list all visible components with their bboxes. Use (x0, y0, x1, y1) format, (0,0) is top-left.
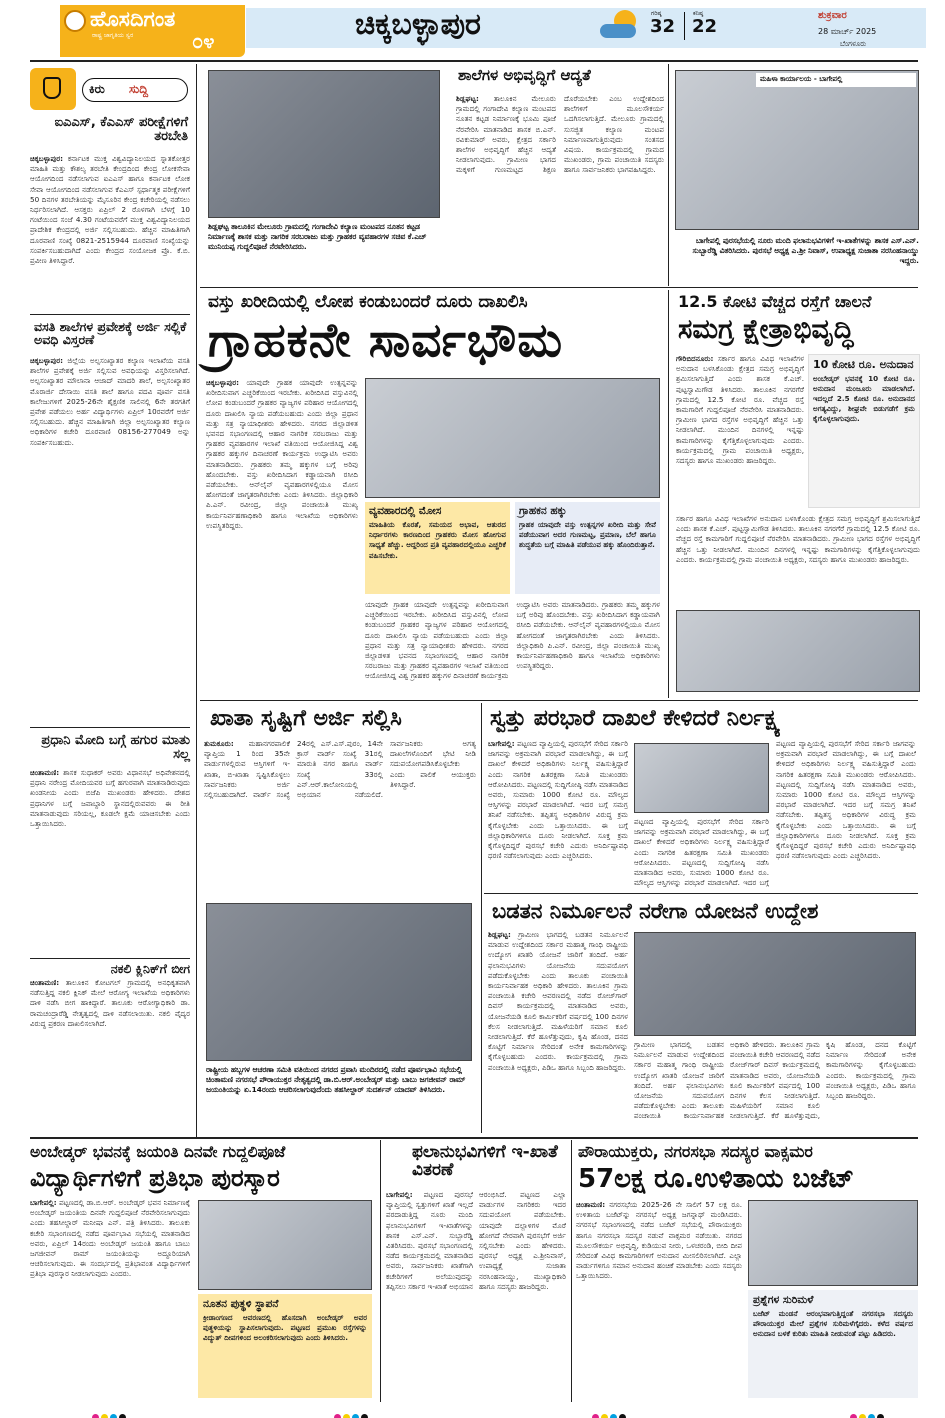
kiru-item-title: ಐಎಎಸ್, ಕೆಎಎಸ್ ಪರೀಕ್ಷೆಗಳಿಗೆ ತರಬೇತಿ (54, 115, 188, 144)
nrega-headline: ಬಡತನ ನಿರ್ಮೂಲನೆ ನರೇಗಾ ಯೋಜನೆ ಉದ್ದೇಶ (492, 899, 819, 923)
kiru-item-title: ನಕಲಿ ಕ್ಲಿನಿಕ್‌ಗೆ ಬೀಗ (110, 961, 190, 976)
consumer-photo (365, 378, 660, 498)
road-headline: ಸಮಗ್ರ ಕ್ಷೇತ್ರಾಭಿವೃದ್ಧಿ (678, 314, 854, 345)
bagepalli-photo-caption: ಬಾಗೇಪಲ್ಲಿ ಪುರಸಭೆಯಲ್ಲಿ ನೂರು ಮಂದಿ ಫಲಾನುಭವಿಗಳಿಗೆ ಇ-ಖಾತೆಗಳನ್ನು ಶಾಸಕ ಎಸ್.ಎನ್. ಸುಬ್ಬಾರೆಡ್ಡಿ ವಿತರಿಸಿದರು. ಪುರಸಭೆ ಅಧ್ಯಕ್ಷ ಎ.ಶ್ರೀ ನಿವಾಸ್, ಉಪಾಧ್ಯಕ್ಷ ಸುಜಾತಾ ನರಸಿಂಹನಾಯ್ಡು ಇದ್ದರು. (692, 236, 919, 265)
kiru-divider (30, 958, 190, 959)
kiru-item-body (30, 978, 190, 1128)
budget-headline: 57ಲಕ್ಷ ರೂ.ಉಳಿತಾಯ ಬಜೆಟ್ (578, 1164, 855, 1194)
box-title: ವ್ಯವಹಾರದಲ್ಲಿ ಮೋಸ (369, 505, 442, 517)
dateline: ಚಿಂತಾಮಣಿ: (30, 768, 60, 777)
school-story (452, 64, 664, 286)
property-body-cont (634, 817, 769, 889)
dateline: ಚಿಕ್ಕಬಳ್ಳಾಪುರ: (206, 378, 240, 387)
column-rule (481, 703, 482, 1133)
dateline: ಬಾಗೇಪಲ್ಲಿ: (488, 739, 515, 748)
kiru-divider (30, 314, 190, 315)
consumer-text: ಯಾವುದೇ ಗ್ರಾಹಕ ಯಾವುದೇ ಉತ್ಪನ್ನವನ್ನು ಖರೀದಿಸುವಾಗ ಎಚ್ಚರಿಕೆಯಿಂದ ಇರಬೇಕು. ಖರೀದಿಸಿದ ವಸ್ತುವಿನಲ್ಲಿ ಲೋಪ ಕಂಡುಬಂದರೆ ಗ್ರಾಹಕರ ವ್ಯಾಜ್ಯಗಳ ಪರಿಹಾರ ಆಯೋಗದಲ್ಲಿ ದೂರು ದಾಖಲಿಸಿ ನ್ಯಾಯ ಪಡೆಯಬಹುದು ಎಂದು ಜಿಲ್ಲಾ ಪ್ರಧಾನ ಮತ್ತು ಸತ್ರ ನ್ಯಾಯಾಧೀಶರು ಹೇಳಿದರು. ನಗರದ ಜಿಲ್ಲಾಡಳಿತ ಭವನದ ಸಭಾಂಗಣದಲ್ಲಿ ಆಹಾರ ನಾಗರಿಕ ಸರಬರಾಜು ಮತ್ತು ಗ್ರಾಹಕರ ವ್ಯವಹಾರಗಳ ಇಲಾಖೆ ವತಿಯಿಂದ ಆಯೋಜಿಸಿದ್ದ ವಿಶ್ವ ಗ್ರಾಹಕರ ಹಕ್ಕುಗಳ ದಿನಾಚರಣೆ ಕಾರ್ಯಕ್ರಮ ಉದ್ಘಾಟಿಸಿ ಅವರು ಮಾತನಾಡಿದರು. ಗ್ರಾಹಕರು ತಮ್ಮ ಹಕ್ಕುಗಳ ಬಗ್ಗೆ ಅರಿವು ಹೊಂದಬೇಕು. ವಸ್ತು ಖರೀದಿಸಿದಾಗ ಕಡ್ಡಾಯವಾಗಿ ರಸೀದಿ ಪಡೆಯಬೇಕು. ಆನ್‌ಲೈನ್ ವ್ಯವಹಾರಗಳಲ್ಲಿಯೂ ಮೋಸ ಹೋಗದಂತೆ ಜಾಗೃತರಾಗಿರಬೇಕು ಎಂದು ತಿಳಿಸಿದರು. ಜಿಲ್ಲಾಧಿಕಾರಿ ಪಿ.ಎನ್. ರವೀಂದ್ರ, ಜಿಲ್ಲಾ ಪಂಚಾಯಿತಿ ಮುಖ್ಯ ಕಾರ್ಯನಿರ್ವಹಣಾಧಿಕಾರಿ ಹಾಗೂ ಇಲಾಖೆಯ ಅಧಿಕಾರಿಗಳು ಉಪಸ್ಥಿತರಿದ್ದರು. (206, 378, 358, 530)
ambedkar-text: ಪಟ್ಟಣದಲ್ಲಿ ಡಾ.ಬಿ.ಆರ್. ಅಂಬೇಡ್ಕರ್ ಭವನ ನಿರ್ಮಾಣಕ್ಕೆ ಅಂಬೇಡ್ಕರ್ ಜಯಂತಿಯ ದಿನವೇ ಗುದ್ದಲಿಪೂಜೆ ನೆರವೇರಿಸಲಾಗುವುದು ಎಂದು ತಹಸೀಲ್ದಾರ್ ಮನೀಷಾ ಎನ್. ಪತ್ರಿ ತಿಳಿಸಿದರು. ತಾಲೂಕು ಕಚೇರಿ ಸಭಾಂಗಣದಲ್ಲಿ ನಡೆದ ಪೂರ್ವಭಾವಿ ಸಭೆಯಲ್ಲಿ ಮಾತನಾಡಿದ ಅವರು, ಏಪ್ರಿಲ್ 14ರಂದು ಅಂಬೇಡ್ಕರ್ ಜಯಂತಿ ಹಾಗೂ ಬಾಬು ಜಗಜೀವನ್ ರಾಮ್ ಜಯಂತಿಯನ್ನು ಅದ್ಧೂರಿಯಾಗಿ ಆಚರಿಸಲಾಗುವುದು. ಈ ಸಂದರ್ಭದಲ್ಲಿ ಪ್ರತಿಭಾವಂತ ವಿದ್ಯಾರ್ಥಿಗಳಿಗೆ ಪ್ರತಿಭಾ ಪುರಸ್ಕಾರ ನೀಡಲಾಗುವುದು ಎಂದರು. (30, 1198, 190, 1279)
school-body (456, 94, 664, 284)
property-text: ಪಟ್ಟಣದ ವ್ಯಾಪ್ತಿಯಲ್ಲಿ ಪುರಸಭೆಗೆ ಸೇರಿದ ಸರ್ಕಾರಿ ಜಾಗವನ್ನು ಅಕ್ರಮವಾಗಿ ಪರಭಾರೆ ಮಾಡಲಾಗಿದ್ದು, ಈ ಬಗ್ಗೆ ದಾಖಲೆ ಕೇಳಿದರೆ ಅಧಿಕಾರಿಗಳು ನಿರ್ಲಕ್ಷ್ಯ ವಹಿಸುತ್ತಿದ್ದಾರೆ ಎಂದು ನಾಗರಿಕ ಹಿತರಕ್ಷಣಾ ಸಮಿತಿ ಮುಖಂಡರು ಆರೋಪಿಸಿದರು. ಪಟ್ಟಣದಲ್ಲಿ ಸುದ್ದಿಗೋಷ್ಠಿ ನಡೆಸಿ ಮಾತನಾಡಿದ ಅವರು, ಸುಮಾರು 1000 ಕೋಟಿ ರೂ. ಮೌಲ್ಯದ ಆಸ್ತಿಗಳನ್ನು ಪರಭಾರೆ ಮಾಡಲಾಗಿದೆ. ಇದರ ಬಗ್ಗೆ ಸಮಗ್ರ ತನಿಖೆ ನಡೆಸಬೇಕು. ತಪ್ಪಿತಸ್ಥ ಅಧಿಕಾರಿಗಳ ವಿರುದ್ಧ ಕ್ರಮ ಕೈಗೊಳ್ಳಬೇಕು ಎಂದು ಒತ್ತಾಯಿಸಿದರು. ಈ ಬಗ್ಗೆ ಜಿಲ್ಲಾಧಿಕಾರಿಗಳಿಗೂ ದೂರು ನೀಡಲಾಗಿದೆ. ಸೂಕ್ತ ಕ್ರಮ ಕೈಗೊಳ್ಳದಿದ್ದರೆ ಪುರಸಭೆ ಕಚೇರಿ ಎದುರು ಅನಿರ್ದಿಷ್ಟಾವಧಿ ಧರಣಿ ನಡೆಸಲಾಗುವುದು ಎಂದು ಎಚ್ಚರಿಸಿದರು. (776, 739, 916, 861)
brand-block (60, 5, 245, 57)
ambedkar-photo (198, 1200, 372, 1290)
hand-icon (30, 68, 76, 110)
kiru-label-a: ಕಿರು (89, 82, 105, 96)
consumer-box-fraud (365, 502, 510, 594)
consumer-headline: ಗ್ರಾಹಕನೇ ಸಾರ್ವಭೌಮ (208, 313, 564, 368)
edition-name: ಬೆಂಗಳೂರು (840, 40, 867, 48)
lamp-logo-icon (64, 10, 86, 32)
consumer-box-rights (515, 502, 660, 594)
property-text: ಪಟ್ಟಣದ ವ್ಯಾಪ್ತಿಯಲ್ಲಿ ಪುರಸಭೆಗೆ ಸೇರಿದ ಸರ್ಕಾರಿ ಜಾಗವನ್ನು ಅಕ್ರಮವಾಗಿ ಪರಭಾರೆ ಮಾಡಲಾಗಿದ್ದು, ಈ ಬಗ್ಗೆ ದಾಖಲೆ ಕೇಳಿದರೆ ಅಧಿಕಾರಿಗಳು ನಿರ್ಲಕ್ಷ್ಯ ವಹಿಸುತ್ತಿದ್ದಾರೆ ಎಂದು ನಾಗರಿಕ ಹಿತರಕ್ಷಣಾ ಸಮಿತಿ ಮುಖಂಡರು ಆರೋಪಿಸಿದರು. ಪಟ್ಟಣದಲ್ಲಿ ಸುದ್ದಿಗೋಷ್ಠಿ ನಡೆಸಿ ಮಾತನಾಡಿದ ಅವರು, ಸುಮಾರು 1000 ಕೋಟಿ ರೂ. ಮೌಲ್ಯದ ಆಸ್ತಿಗಳನ್ನು ಪರಭಾರೆ ಮಾಡಲಾಗಿದೆ. ಇದರ ಬಗ್ಗೆ ಸಮಗ್ರ ತನಿಖೆ ನಡೆಸಬೇಕು. ತಪ್ಪಿತಸ್ಥ ಅಧಿಕಾರಿಗಳ ವಿರುದ್ಧ ಕ್ರಮ ಕೈಗೊಳ್ಳಬೇಕು ಎಂದು ಒತ್ತಾಯಿಸಿದರು. ಈ ಬಗ್ಗೆ ಜಿಲ್ಲಾಧಿಕಾರಿಗಳಿಗೂ ದೂರು ನೀಡಲಾಗಿದೆ. ಸೂಕ್ತ ಕ್ರಮ ಕೈಗೊಳ್ಳದಿದ್ದರೆ ಪುರಸಭೆ ಕಚೇರಿ ಎದುರು ಅನಿರ್ದಿಷ್ಟಾವಧಿ ಧರಣಿ ನಡೆಸಲಾಗುವುದು ಎಂದು ಎಚ್ಚರಿಸಿದರು. (488, 739, 628, 861)
city-title: ಚಿಕ್ಕಬಳ್ಳಾಪುರ (355, 7, 481, 42)
min-temp-label: ಕನಿಷ್ಠ (693, 10, 704, 17)
box-title: 10 ಕೋಟಿ ರೂ. ಅನುದಾನ (813, 358, 914, 371)
budget-photo (748, 1200, 918, 1286)
kiru-label-b: ಸುದ್ದಿ (129, 82, 149, 96)
dateline: ಬಾಗೇಪಲ್ಲಿ: (30, 1198, 57, 1207)
questions-box (748, 1290, 918, 1398)
box-text: ಅಂಬೇಡ್ಕರ್ ಭವನಕ್ಕೆ 10 ಕೋಟಿ ರೂ. ಅನುದಾನ ಮಂಜೂರು ಮಾಡಲಾಗಿದೆ. ಇದಲ್ಲದೆ 2.5 ಕೋಟಿ ರೂ. ಅನುದಾನದ ಅಗತ್ಯವಿದ್ದು, ಶೀಘ್ರವೇ ಬಿಡುಗಡೆಗೆ ಕ್ರಮ ಕೈಗೊಳ್ಳಲಾಗುವುದು. (813, 373, 915, 424)
meeting-photo-caption: ರಾಷ್ಟ್ರೀಯ ಹಬ್ಬಗಳ ಆಚರಣಾ ಸಮಿತಿ ವತಿಯಿಂದ ನಗರದ ಪ್ರವಾಸಿ ಮಂದಿರದಲ್ಲಿ ನಡೆದ ಪೂರ್ವಭಾವಿ ಸಭೆಯಲ್ಲಿ ಚಿಂತಾಮಣಿ ನಗರಸಭೆ ಪೌರಾಯುಕ್ತರ ನೇತೃತ್ವದಲ್ಲಿ ಡಾ.ಬಿ.ಆರ್.ಅಂಬೇಡ್ಕರ್ ಮತ್ತು ಬಾಬು ಜಗಜೀವನ್ ರಾಮ್ ಜಯಂತಿಯನ್ನು ಏ.14ರಂದು ಆಚರಿಸಲಾಗುವುದೆಂದು ತಹಸೀಲ್ದಾರ್ ಸುದರ್ಶನ್ ಯಾದವ್ ತಿಳಿಸಿದರು. (206, 1065, 466, 1094)
box-text: ಕ್ರೀಡಾಂಗಣದ ಆವರಣದಲ್ಲಿ ಹೊಸದಾಗಿ ಅಂಬೇಡ್ಕರ್ ಅವರ ಪುತ್ಥಳಿಯನ್ನು ಸ್ಥಾಪಿಸಲಾಗುವುದು. ಪಟ್ಟಣದ ಪ್ರಮುಖ ರಸ್ತೆಗಳನ್ನು ವಿದ್ಯುತ್ ದೀಪಗಳಿಂದ ಅಲಂಕರಿಸಲಾಗುವುದು ಎಂದು ತಿಳಿಸಿದರು. (203, 1313, 367, 1343)
ekhata-text: ಪಟ್ಟಣದ ಪುರಸಭೆ ವ್ಯಾಪ್ತಿಯಲ್ಲಿ ಸ್ವತ್ತುಗಳಿಗೆ ಖಾತೆ ಇಲ್ಲದೆ ಪರದಾಡುತ್ತಿದ್ದ ನೂರು ಮಂದಿ ಫಲಾನುಭವಿಗಳಿಗೆ ಇ-ಖಾತೆಗಳನ್ನು ಶಾಸಕ ಎಸ್.ಎನ್. ಸುಬ್ಬಾರೆಡ್ಡಿ ವಿತರಿಸಿದರು. ಪುರಸಭೆ ಸಭಾಂಗಣದಲ್ಲಿ ನಡೆದ ಕಾರ್ಯಕ್ರಮದಲ್ಲಿ ಮಾತನಾಡಿದ ಅವರು, ಸಾರ್ವಜನಿಕರು ಖಾತೆಗಾಗಿ ಕಚೇರಿಗಳಿಗೆ ಅಲೆಯುವುದನ್ನು ತಪ್ಪಿಸಲು ಸರ್ಕಾರ ಇ-ಖಾತೆ ಅಭಿಯಾನ ಆರಂಭಿಸಿದೆ. ಪಟ್ಟಣದ ಎಲ್ಲಾ ವಾರ್ಡುಗಳ ನಾಗರಿಕರು ಇದರ ಸದುಪಯೋಗ ಪಡೆಯಬೇಕು. ಯಾವುದೇ ದಲ್ಲಾಳಿಗಳ ಮೊರೆ ಹೋಗದೆ ನೇರವಾಗಿ ಪುರಸಭೆಗೆ ಅರ್ಜಿ ಸಲ್ಲಿಸಬೇಕು ಎಂದು ಹೇಳಿದರು. ಪುರಸಭೆ ಅಧ್ಯಕ್ಷ ಎ.ಶ್ರೀನಿವಾಸ್, ಉಪಾಧ್ಯಕ್ಷೆ ಸುಜಾತಾ ನರಸಿಂಹನಾಯ್ಡು, ಮುಖ್ಯಾಧಿಕಾರಿ ಹಾಗೂ ಸದಸ್ಯರು ಹಾಜರಿದ್ದರು. (386, 1190, 566, 1291)
nrega-photo (634, 932, 916, 1036)
khata-text: ಮಹಾನಗರಪಾಲಿಕೆ ವ್ಯಾಪ್ತಿಯ 1 ರಿಂದ 35ನೇ ವಾರ್ಡುಗಳಲ್ಲಿರುವ ಆಸ್ತಿಗಳಿಗೆ ಇ-ಖಾತಾ, ಬಿ-ಖಾತಾ ಸೃಷ್ಟಿಸಿಕೊಳ್ಳಲು ಸಾರ್ವಜನಿಕರು ಅರ್ಜಿ ಸಲ್ಲಿಸಬಹುದಾಗಿದೆ. ವಾರ್ಡ್ ಸಂಖ್ಯೆ 24ರಲ್ಲಿ ಎಸ್.ಎಸ್.ಪುರಂ, 14ನೇ ಕ್ರಾಸ್ ವಾರ್ಡ್ ಸಂಖ್ಯೆ 31ರಲ್ಲಿ ಮಾರುತಿ ನಗರ ಹಾಗೂ ವಾರ್ಡ್ ಸಂಖ್ಯೆ 33ರಲ್ಲಿ ಎನ್.ಆರ್.ಕಾಲೋನಿಯಲ್ಲಿ ಅಭಿಯಾನ ನಡೆಯಲಿದೆ. ಸಾರ್ವಜನಿಕರು ಅಗತ್ಯ ದಾಖಲೆಗಳೊಂದಿಗೆ ಭೇಟಿ ನೀಡಿ ಸದುಪಯೋಗಪಡಿಸಿಕೊಳ್ಳಬೇಕು ಎಂದು ಪಾಲಿಕೆ ಆಯುಕ್ತರು ತಿಳಿಸಿದ್ದಾರೆ. (204, 739, 476, 800)
masthead-rule (30, 60, 918, 62)
property-text: ಪಟ್ಟಣದ ವ್ಯಾಪ್ತಿಯಲ್ಲಿ ಪುರಸಭೆಗೆ ಸೇರಿದ ಸರ್ಕಾರಿ ಜಾಗವನ್ನು ಅಕ್ರಮವಾಗಿ ಪರಭಾರೆ ಮಾಡಲಾಗಿದ್ದು, ಈ ಬಗ್ಗೆ ದಾಖಲೆ ಕೇಳಿದರೆ ಅಧಿಕಾರಿಗಳು ನಿರ್ಲಕ್ಷ್ಯ ವಹಿಸುತ್ತಿದ್ದಾರೆ ಎಂದು ನಾಗರಿಕ ಹಿತರಕ್ಷಣಾ ಸಮಿತಿ ಮುಖಂಡರು ಆರೋಪಿಸಿದರು. ಪಟ್ಟಣದಲ್ಲಿ ಸುದ್ದಿಗೋಷ್ಠಿ ನಡೆಸಿ ಮಾತನಾಡಿದ ಅವರು, ಸುಮಾರು 1000 ಕೋಟಿ ರೂ. ಮೌಲ್ಯದ ಆಸ್ತಿಗಳನ್ನು ಪರಭಾರೆ ಮಾಡಲಾಗಿದೆ. ಇದರ ಬಗ್ಗೆ (634, 817, 769, 888)
road-body (676, 354, 804, 510)
registration-marks (92, 1406, 128, 1418)
ambedkar-headline: ವಿದ್ಯಾರ್ಥಿಗಳಿಗೆ ಪ್ರತಿಭಾ ಪುರಸ್ಕಾರ (30, 1164, 280, 1192)
issue-date: 28 ಮಾರ್ಚ್ 2025 (818, 27, 877, 36)
kiru-badge (82, 78, 188, 102)
row-rule (200, 700, 918, 701)
min-temp: 22 (692, 16, 718, 37)
consumer-body (206, 378, 358, 690)
kiru-item-text: ತಾಲೂಕಿನ ಕೋಟಗಲ್ ಗ್ರಾಮದಲ್ಲಿ ಅನಧಿಕೃತವಾಗಿ ನಡೆಸುತ್ತಿದ್ದ ನಕಲಿ ಕ್ಲಿನಿಕ್ ಮೇಲೆ ಆರೋಗ್ಯ ಇಲಾಖೆಯ ಅಧಿಕಾರಿಗಳು ದಾಳಿ ನಡೆಸಿ ಬೀಗ ಹಾಕಿದ್ದಾರೆ. ತಾಲೂಕು ಆರೋಗ್ಯಾಧಿಕಾರಿ ಡಾ. ರಾಮಚಂದ್ರಾರೆಡ್ಡಿ ನೇತೃತ್ವದಲ್ಲಿ ದಾಳಿ ನಡೆಸಲಾಯಿತು. ನಕಲಿ ವೈದ್ಯರ ವಿರುದ್ಧ ಪ್ರಕರಣ ದಾಖಲಿಸಲಾಗಿದೆ. (30, 978, 190, 1028)
property-body (488, 739, 628, 889)
box-text: ಗ್ರಾಹಕ ಯಾವುದೇ ವಸ್ತು ಉತ್ಪನ್ನಗಳ ಖರೀದಿ ಮತ್ತು ಸೇವೆ ಪಡೆಯುವಾಗ ಅದರ ಗುಣಮಟ್ಟ, ಪ್ರಮಾಣ, ಬೆಲೆ ಹಾಗೂ ಶುದ್ಧತೆಯ ಬಗ್ಗೆ ಮಾಹಿತಿ ಪಡೆಯುವ ಹಕ್ಕು ಹೊಂದಿರುತ್ತಾನೆ. (519, 520, 656, 550)
road-photo (676, 610, 920, 692)
registration-marks (592, 1406, 628, 1418)
page-number: ೦೪ (192, 29, 215, 53)
registration-marks (334, 1406, 370, 1418)
nrega-text: ಗ್ರಾಮೀಣ ಭಾಗದಲ್ಲಿ ಬಡತನ ನಿರ್ಮೂಲನೆ ಮಾಡುವ ಉದ್ದೇಶದಿಂದ ಸರ್ಕಾರ ಮಹಾತ್ಮ ಗಾಂಧಿ ರಾಷ್ಟ್ರೀಯ ಉದ್ಯೋಗ ಖಾತರಿ ಯೋಜನೆ ಜಾರಿಗೆ ತಂದಿದೆ. ಅರ್ಹ ಫಲಾನುಭವಿಗಳು ಯೋಜನೆಯ ಸದುಪಯೋಗ ಪಡೆದುಕೊಳ್ಳಬೇಕು ಎಂದು ತಾಲೂಕು ಪಂಚಾಯಿತಿ ಕಾರ್ಯನಿರ್ವಾಹಕ ಅಧಿಕಾರಿ ಹೇಳಿದರು. ತಾಲೂಕಿನ ಗ್ರಾಮ ಪಂಚಾಯಿತಿ ಕಚೇರಿ ಆವರಣದಲ್ಲಿ ನಡೆದ ರೋಜ್‌ಗಾರ್ ದಿವಸ್ ಕಾರ್ಯಕ್ರಮದಲ್ಲಿ ಮಾತನಾಡಿದ ಅವರು, ಯೋಜನೆಯಡಿ ಕೂಲಿ ಕಾರ್ಮಿಕರಿಗೆ ವರ್ಷದಲ್ಲಿ 100 ದಿನಗಳ ಕೆಲಸ ನೀಡಲಾಗುತ್ತಿದೆ. ಮಹಿಳೆಯರಿಗೆ ಸಮಾನ ಕೂಲಿ ನೀಡಲಾಗುತ್ತಿದೆ. ಕೆರೆ ಹೂಳೆತ್ತುವುದು, ಕೃಷಿ ಹೊಂಡ, ದನದ ಕೊಟ್ಟಿಗೆ ನಿರ್ಮಾಣ ಸೇರಿದಂತೆ ಅನೇಕ ಕಾಮಗಾರಿಗಳನ್ನು ಕೈಗೊಳ್ಳಬಹುದು ಎಂದರು. ಕಾರ್ಯಕ್ರಮದಲ್ಲಿ ಗ್ರಾಮ ಪಂಚಾಯಿತಿ ಅಧ್ಯಕ್ಷರು, ಪಿಡಿಒ ಹಾಗೂ ಸಿಬ್ಬಂದಿ ಹಾಜರಿದ್ದರು. (634, 1040, 916, 1121)
registration-marks (850, 1406, 886, 1418)
temp-divider (684, 12, 685, 40)
property-story (484, 703, 922, 891)
road-kicker: 12.5 ಕೋಟಿ ವೆಚ್ಚದ ರಸ್ತೆಗೆ ಚಾಲನೆ (678, 292, 872, 311)
office-sign: ಮಹಿಳಾ ಕಾರ್ಯಾಲಯ - ಬಾಗೇಪಲ್ಲಿ (756, 73, 916, 87)
kiru-item-body (30, 768, 190, 958)
ekhata-body (386, 1190, 566, 1398)
road-text: ಸರ್ಕಾರ ಹಾಗೂ ವಿವಿಧ ಇಲಾಖೆಗಳ ಅನುದಾನ ಬಳಸಿಕೊಂಡು ಕ್ಷೇತ್ರದ ಸಮಗ್ರ ಅಭಿವೃದ್ಧಿಗೆ ಶ್ರಮಿಸಲಾಗುತ್ತಿದೆ ಎಂದು ಶಾಸಕ ಕೆ.ಎಚ್. ಪುಟ್ಟಸ್ವಾಮಿಗೌಡ ತಿಳಿಸಿದರು. ತಾಲೂಕಿನ ನಗರಗೆರೆ ಗ್ರಾಮದಲ್ಲಿ 12.5 ಕೋಟಿ ರೂ. ವೆಚ್ಚದ ರಸ್ತೆ ಕಾಮಗಾರಿಗೆ ಗುದ್ದಲಿಪೂಜೆ ನೆರವೇರಿಸಿ ಮಾತನಾಡಿದರು. ಗ್ರಾಮೀಣ ಭಾಗದ ರಸ್ತೆಗಳ ಅಭಿವೃದ್ಧಿಗೆ ಹೆಚ್ಚಿನ ಒತ್ತು ನೀಡಲಾಗಿದೆ. ಮುಂದಿನ ದಿನಗಳಲ್ಲಿ ಇನ್ನಷ್ಟು ಕಾಮಗಾರಿಗಳನ್ನು ಕೈಗೆತ್ತಿಕೊಳ್ಳಲಾಗುವುದು ಎಂದರು. ಕಾರ್ಯಕ್ರಮದಲ್ಲಿ ಗ್ರಾಮ ಪಂಚಾಯಿತಿ ಅಧ್ಯಕ್ಷರು, ಸದಸ್ಯರು ಹಾಗೂ ಮುಖಂಡರು ಹಾಜರಿದ್ದರು. (676, 354, 804, 466)
box-text: ಬಜೆಟ್ ಮಂಡನೆ ಆರಂಭವಾಗುತ್ತಿದ್ದಂತೆ ನಗರಸಭಾ ಸದಸ್ಯರು ಪೌರಾಯುಕ್ತರ ಮೇಲೆ ಪ್ರಶ್ನೆಗಳ ಸುರಿಮಳೆಗೈದರು. ಕಳೆದ ವರ್ಷದ ಅನುದಾನ ಬಳಕೆ ಕುರಿತು ಮಾಹಿತಿ ನೀಡುವಂತೆ ಪಟ್ಟು ಹಿಡಿದರು. (753, 1309, 913, 1339)
masthead (0, 0, 945, 60)
road-grant-box (808, 354, 920, 508)
school-photo (208, 70, 440, 218)
road-text: ಸರ್ಕಾರ ಹಾಗೂ ವಿವಿಧ ಇಲಾಖೆಗಳ ಅನುದಾನ ಬಳಸಿಕೊಂಡು ಕ್ಷೇತ್ರದ ಸಮಗ್ರ ಅಭಿವೃದ್ಧಿಗೆ ಶ್ರಮಿಸಲಾಗುತ್ತಿದೆ ಎಂದು ಶಾಸಕ ಕೆ.ಎಚ್. ಪುಟ್ಟಸ್ವಾಮಿಗೌಡ ತಿಳಿಸಿದರು. ತಾಲೂಕಿನ ನಗರಗೆರೆ ಗ್ರಾಮದಲ್ಲಿ 12.5 ಕೋಟಿ ರೂ. ವೆಚ್ಚದ ರಸ್ತೆ ಕಾಮಗಾರಿಗೆ ಗುದ್ದಲಿಪೂಜೆ ನೆರವೇರಿಸಿ ಮಾತನಾಡಿದರು. ಗ್ರಾಮೀಣ ಭಾಗದ ರಸ್ತೆಗಳ ಅಭಿವೃದ್ಧಿಗೆ ಹೆಚ್ಚಿನ ಒತ್ತು ನೀಡಲಾಗಿದೆ. ಮುಂದಿನ ದಿನಗಳಲ್ಲಿ ಇನ್ನಷ್ಟು ಕಾಮಗಾರಿಗಳನ್ನು ಕೈಗೆತ್ತಿಕೊಳ್ಳಲಾಗುವುದು ಎಂದರು. ಕಾರ್ಯಕ್ರಮದಲ್ಲಿ ಗ್ರಾಮ ಪಂಚಾಯಿತಿ ಅಧ್ಯಕ್ಷರು, ಸದಸ್ಯರು ಹಾಗೂ ಮುಖಂಡರು ಹಾಜರಿದ್ದರು. (676, 514, 920, 564)
column-rule (380, 1140, 381, 1402)
nrega-text: ಗ್ರಾಮೀಣ ಭಾಗದಲ್ಲಿ ಬಡತನ ನಿರ್ಮೂಲನೆ ಮಾಡುವ ಉದ್ದೇಶದಿಂದ ಸರ್ಕಾರ ಮಹಾತ್ಮ ಗಾಂಧಿ ರಾಷ್ಟ್ರೀಯ ಉದ್ಯೋಗ ಖಾತರಿ ಯೋಜನೆ ಜಾರಿಗೆ ತಂದಿದೆ. ಅರ್ಹ ಫಲಾನುಭವಿಗಳು ಯೋಜನೆಯ ಸದುಪಯೋಗ ಪಡೆದುಕೊಳ್ಳಬೇಕು ಎಂದು ತಾಲೂಕು ಪಂಚಾಯಿತಿ ಕಾರ್ಯನಿರ್ವಾಹಕ ಅಧಿಕಾರಿ ಹೇಳಿದರು. ತಾಲೂಕಿನ ಗ್ರಾಮ ಪಂಚಾಯಿತಿ ಕಚೇರಿ ಆವರಣದಲ್ಲಿ ನಡೆದ ರೋಜ್‌ಗಾರ್ ದಿವಸ್ ಕಾರ್ಯಕ್ರಮದಲ್ಲಿ ಮಾತನಾಡಿದ ಅವರು, ಯೋಜನೆಯಡಿ ಕೂಲಿ ಕಾರ್ಮಿಕರಿಗೆ ವರ್ಷದಲ್ಲಿ 100 ದಿನಗಳ ಕೆಲಸ ನೀಡಲಾಗುತ್ತಿದೆ. ಮಹಿಳೆಯರಿಗೆ ಸಮಾನ ಕೂಲಿ ನೀಡಲಾಗುತ್ತಿದೆ. ಕೆರೆ ಹೂಳೆತ್ತುವುದು, ಕೃಷಿ ಹೊಂಡ, ದನದ ಕೊಟ್ಟಿಗೆ ನಿರ್ಮಾಣ ಸೇರಿದಂತೆ ಅನೇಕ ಕಾಮಗಾರಿಗಳನ್ನು ಕೈಗೊಳ್ಳಬಹುದು ಎಂದರು. ಕಾರ್ಯಕ್ರಮದಲ್ಲಿ ಗ್ರಾಮ ಪಂಚಾಯಿತಿ ಅಧ್ಯಕ್ಷರು, ಪಿಡಿಒ ಹಾಗೂ ಸಿಬ್ಬಂದಿ ಹಾಜರಿದ್ದರು. (488, 930, 628, 1072)
dateline: ತುಮಕೂರು: (204, 739, 234, 748)
column-rule (668, 290, 669, 698)
row-rule (484, 893, 918, 894)
dateline: ಬಾಗೇಪಲ್ಲಿ: (386, 1190, 413, 1199)
weekday: ಶುಕ್ರವಾರ (818, 10, 847, 21)
max-temp-label: ಗರಿಷ್ಠ (651, 10, 662, 17)
column-rule (196, 64, 197, 1139)
nrega-story (484, 896, 922, 1134)
dateline: ಚಿಂತಾಮಣಿ: (576, 1200, 606, 1209)
column-rule (668, 64, 669, 286)
road-story (672, 290, 922, 698)
khata-headline: ಖಾತಾ ಸೃಷ್ಟಿಗೆ ಅರ್ಜಿ ಸಲ್ಲಿಸಿ (210, 706, 402, 731)
consumer-body-cont (365, 600, 660, 694)
budget-text: ನಗರಸಭೆಯ 2025-26 ನೇ ಸಾಲಿಗೆ 57 ಲಕ್ಷ ರೂ. ಉಳಿತಾಯ ಬಜೆಟ್‌ನ್ನು ನಗರಸಭೆ ಅಧ್ಯಕ್ಷ ಜಗನ್ನಾಥ್ ಮಂಡಿಸಿದರು. ನಗರಸಭೆ ಸಭಾಂಗಣದಲ್ಲಿ ನಡೆದ ಬಜೆಟ್ ಸಭೆಯಲ್ಲಿ ಪೌರಾಯುಕ್ತರು ಹಾಗೂ ನಗರಸಭಾ ಸದಸ್ಯರ ನಡುವೆ ವಾಕ್ಸಮರ ನಡೆಯಿತು. ನಗರದ ಮೂಲಸೌಕರ್ಯ ಅಭಿವೃದ್ಧಿ, ಕುಡಿಯುವ ನೀರು, ಒಳಚರಂಡಿ, ಬೀದಿ ದೀಪ ಸೇರಿದಂತೆ ವಿವಿಧ ಕಾಮಗಾರಿಗಳಿಗೆ ಅನುದಾನ ಮೀಸಲಿರಿಸಲಾಗಿದೆ. ಎಲ್ಲಾ ವಾರ್ಡುಗಳಿಗೂ ಸಮಾನ ಅನುದಾನ ಹಂಚಿಕೆ ಮಾಡಬೇಕು ಎಂದು ಸದಸ್ಯರು ಒತ್ತಾಯಿಸಿದರು. (576, 1200, 742, 1281)
ambedkar-kicker: ಅಂಬೇಡ್ಕರ್ ಭವನಕ್ಕೆ ಜಯಂತಿ ದಿನವೇ ಗುದ್ದಲಿಪೂಜೆ (30, 1143, 286, 1161)
nrega-body-cont (634, 1040, 916, 1130)
khata-story (200, 703, 478, 1133)
meeting-photo (206, 903, 472, 1061)
ekhata-headline: ಫಲಾನುಭವಿಗಳಿಗೆ ಇ-ಖಾತೆ ವಿತರಣೆ (412, 1142, 558, 1180)
ambedkar-story (30, 1140, 376, 1402)
row-rule (200, 287, 918, 288)
dateline: ಚಿಕ್ಕಬಳ್ಳಾಪುರ: (30, 154, 64, 163)
dateline: ಚಿಂತಾಮಣಿ: (30, 978, 60, 987)
nrega-body (488, 930, 628, 1130)
box-title: ಗ್ರಾಹಕನ ಹಕ್ಕು (519, 505, 567, 517)
brand-tagline: ರಾಷ್ಟ್ರ ಜಾಗೃತಿಯ ಸ್ವರ (92, 32, 134, 39)
ambedkar-body (30, 1198, 190, 1398)
kiru-item-text: ಶಾಸಕ ಸುಧಾಕರ್ ಅವರು ವಿಧಾನಸಭೆ ಅಧಿವೇಶನದಲ್ಲಿ ಪ್ರಧಾನಿ ನರೇಂದ್ರ ಮೋದಿಯವರ ಬಗ್ಗೆ ಹಗುರವಾಗಿ ಮಾತನಾಡಿರುವುದು ಖಂಡನೀಯ ಎಂದು ಬಿಜೆಪಿ ಮುಖಂಡರು ಹೇಳಿದರು. ದೇಶದ ಪ್ರಧಾನಿಗಳ ಬಗ್ಗೆ ಜವಾಬ್ದಾರಿ ಸ್ಥಾನದಲ್ಲಿರುವವರು ಈ ರೀತಿ ಮಾತನಾಡುವುದು ಸರಿಯಲ್ಲ, ಕೂಡಲೇ ಕ್ಷಮೆ ಯಾಚಿಸಬೇಕು ಎಂದು ಒತ್ತಾಯಿಸಿದರು. (30, 768, 190, 829)
kiru-item-text: ಜಿಲ್ಲೆಯ ಅಲ್ಪಸಂಖ್ಯಾತರ ಕಲ್ಯಾಣ ಇಲಾಖೆಯ ವಸತಿ ಶಾಲೆಗಳ ಪ್ರವೇಶಕ್ಕೆ ಅರ್ಜಿ ಸಲ್ಲಿಸುವ ಅವಧಿಯನ್ನು ವಿಸ್ತರಿಸಲಾಗಿದೆ. ಅಲ್ಪಸಂಖ್ಯಾತರ ಮೌಲಾನಾ ಆಜಾದ್ ಮಾದರಿ ಶಾಲೆ, ಅಲ್ಪಸಂಖ್ಯಾತರ ಮೊರಾರ್ಜಿ ದೇಸಾಯಿ ವಸತಿ ಶಾಲೆ ಹಾಗೂ ಪದವಿ ಪೂರ್ವ ವಸತಿ ಕಾಲೇಜುಗಳಿಗೆ 2025-26ನೇ ಶೈಕ್ಷಣಿಕ ಸಾಲಿನಲ್ಲಿ 6ನೇ ತರಗತಿಗೆ ಪ್ರವೇಶ ಪಡೆಯಲು ಅರ್ಹ ವಿದ್ಯಾರ್ಥಿಗಳು ಏಪ್ರಿಲ್ 10ರವರೆಗೆ ಅರ್ಜಿ ಸಲ್ಲಿಸಬಹುದು. ಹೆಚ್ಚಿನ ಮಾಹಿತಿಗಾಗಿ ಜಿಲ್ಲಾ ಅಲ್ಪಸಂಖ್ಯಾತರ ಕಲ್ಯಾಣ ಅಧಿಕಾರಿಗಳ ಕಚೇರಿ ದೂರವಾಣಿ 08156-277049 ಅನ್ನು ಸಂಪರ್ಕಿಸಬಹುದು. (30, 356, 190, 447)
consumer-story (200, 290, 665, 698)
budget-kicker: ಪೌರಾಯುಕ್ತರು, ನಗರಸಭಾ ಸದಸ್ಯರ ವಾಕ್ಸಮರ (578, 1142, 813, 1161)
dateline: ಚಿಕ್ಕಬಳ್ಳಾಪುರ: (30, 356, 64, 365)
max-temp: 32 (650, 16, 676, 37)
kiru-item-body (30, 356, 190, 726)
khata-body (204, 739, 476, 889)
dateline: ಶಿಡ್ಲಘಟ್ಟ: (456, 94, 479, 103)
dateline: ಗೌರಿಬಿದನೂರು: (676, 354, 714, 363)
box-title: ಪ್ರಶ್ನೆಗಳ ಸುರಿಮಳೆ (753, 1294, 814, 1306)
column-rule (571, 1140, 572, 1402)
property-headline: ಸ್ವತ್ತು ಪರಭಾರೆ ದಾಖಲೆ ಕೇಳಿದರೆ ನಿರ್ಲಕ್ಷ್ಯ (490, 706, 781, 731)
school-text: ತಾಲೂಕಿನ ಮೇಲೂರು ಗ್ರಾಮದಲ್ಲಿ ಗಂಗಾದೇವಿ ಕಲ್ಯಾಣ ಮಂಟಪದ ನೂತನ ಕಟ್ಟಡ ನಿರ್ಮಾಣಕ್ಕೆ ಭೂಮಿ ಪೂಜೆ ನೆರವೇರಿಸಿ ಮಾತನಾಡಿದ ಶಾಸಕ ಬಿ.ಎನ್. ರವಿಕುಮಾರ್ ಅವರು, ಕ್ಷೇತ್ರದ ಸರ್ಕಾರಿ ಶಾಲೆಗಳ ಅಭಿವೃದ್ಧಿಗೆ ಹೆಚ್ಚಿನ ಆದ್ಯತೆ ನೀಡಲಾಗುವುದು. ಗ್ರಾಮೀಣ ಭಾಗದ ಮಕ್ಕಳಿಗೆ ಗುಣಮಟ್ಟದ ಶಿಕ್ಷಣ ದೊರೆಯಬೇಕು ಎಂಬ ಉದ್ದೇಶದಿಂದ ಶಾಲೆಗಳಿಗೆ ಮೂಲಸೌಕರ್ಯ ಒದಗಿಸಲಾಗುತ್ತಿದೆ. ಮೇಲೂರು ಗ್ರಾಮದಲ್ಲಿ ಸುಸಜ್ಜಿತ ಕಲ್ಯಾಣ ಮಂಟಪ ನಿರ್ಮಾಣವಾಗುತ್ತಿರುವುದು ಸಂತಸದ ವಿಷಯ. ಕಾರ್ಯಕ್ರಮದಲ್ಲಿ ಗ್ರಾಮದ ಮುಖಂಡರು, ಗ್ರಾಮ ಪಂಚಾಯಿತಿ ಸದಸ್ಯರು ಹಾಗೂ ಸಾರ್ವಜನಿಕರು ಭಾಗವಹಿಸಿದ್ದರು. (456, 94, 664, 175)
kiru-divider (30, 727, 190, 728)
kiru-item-title: ವಸತಿ ಶಾಲೆಗಳ ಪ್ರವೇಶಕ್ಕೆ ಅರ್ಜಿ ಸಲ್ಲಿಕೆ ಅವಧಿ ವಿಸ್ತರಣೆ (34, 319, 187, 348)
statue-box (198, 1294, 372, 1398)
box-title: ನೂತನ ಪುತ್ಥಳಿ ಸ್ಥಾಪನೆ (203, 1298, 279, 1310)
weather-icon (598, 8, 642, 42)
consumer-text: ಯಾವುದೇ ಗ್ರಾಹಕ ಯಾವುದೇ ಉತ್ಪನ್ನವನ್ನು ಖರೀದಿಸುವಾಗ ಎಚ್ಚರಿಕೆಯಿಂದ ಇರಬೇಕು. ಖರೀದಿಸಿದ ವಸ್ತುವಿನಲ್ಲಿ ಲೋಪ ಕಂಡುಬಂದರೆ ಗ್ರಾಹಕರ ವ್ಯಾಜ್ಯಗಳ ಪರಿಹಾರ ಆಯೋಗದಲ್ಲಿ ದೂರು ದಾಖಲಿಸಿ ನ್ಯಾಯ ಪಡೆಯಬಹುದು ಎಂದು ಜಿಲ್ಲಾ ಪ್ರಧಾನ ಮತ್ತು ಸತ್ರ ನ್ಯಾಯಾಧೀಶರು ಹೇಳಿದರು. ನಗರದ ಜಿಲ್ಲಾಡಳಿತ ಭವನದ ಸಭಾಂಗಣದಲ್ಲಿ ಆಹಾರ ನಾಗರಿಕ ಸರಬರಾಜು ಮತ್ತು ಗ್ರಾಹಕರ ವ್ಯವಹಾರಗಳ ಇಲಾಖೆ ವತಿಯಿಂದ ಆಯೋಜಿಸಿದ್ದ ವಿಶ್ವ ಗ್ರಾಹಕರ ಹಕ್ಕುಗಳ ದಿನಾಚರಣೆ ಕಾರ್ಯಕ್ರಮ ಉದ್ಘಾಟಿಸಿ ಅವರು ಮಾತನಾಡಿದರು. ಗ್ರಾಹಕರು ತಮ್ಮ ಹಕ್ಕುಗಳ ಬಗ್ಗೆ ಅರಿವು ಹೊಂದಬೇಕು. ವಸ್ತು ಖರೀದಿಸಿದಾಗ ಕಡ್ಡಾಯವಾಗಿ ರಸೀದಿ ಪಡೆಯಬೇಕು. ಆನ್‌ಲೈನ್ ವ್ಯವಹಾರಗಳಲ್ಲಿಯೂ ಮೋಸ ಹೋಗದಂತೆ ಜಾಗೃತರಾಗಿರಬೇಕು ಎಂದು ತಿಳಿಸಿದರು. ಜಿಲ್ಲಾಧಿಕಾರಿ ಪಿ.ಎನ್. ರವೀಂದ್ರ, ಜಿಲ್ಲಾ ಪಂಚಾಯಿತಿ ಮುಖ್ಯ ಕಾರ್ಯನಿರ್ವಹಣಾಧಿಕಾರಿ ಹಾಗೂ ಇಲಾಖೆಯ ಅಧಿಕಾರಿಗಳು ಉಪಸ್ಥಿತರಿದ್ದರು. (365, 600, 660, 681)
road-body-cont (676, 514, 920, 606)
brand-name: ಹೊಸದಿಗಂತ (90, 7, 176, 31)
budget-body (576, 1200, 742, 1398)
property-body-cont (776, 739, 916, 889)
kiru-item-title: ಪ್ರಧಾನಿ ಮೋದಿ ಬಗ್ಗೆ ಹಗುರ ಮಾತು ಸಲ್ಲ (41, 733, 190, 762)
dateline: ಶಿಡ್ಲಘಟ್ಟ: (488, 930, 511, 939)
box-text: ಮಾಹಿತಿಯ ಕೊರತೆ, ಸಮಯದ ಅಭಾವ, ಆತುರದ ನಿರ್ಧಾರಗಳು ಕಾರಣದಿಂದ ಗ್ರಾಹಕರು ಮೋಸ ಹೋಗುವ ಸಾಧ್ಯತೆ ಹೆಚ್ಚು. ಆದ್ದರಿಂದ ಪ್ರತಿ ವ್ಯವಹಾರದಲ್ಲಿಯೂ ಎಚ್ಚರಿಕೆ ವಹಿಸಬೇಕು. (369, 520, 506, 560)
ekhata-story (384, 1140, 568, 1402)
school-title: ಶಾಲೆಗಳ ಅಭಿವೃದ್ಧಿಗೆ ಆದ್ಯತೆ (458, 66, 591, 84)
kiru-item-text: ಕರ್ನಾಟಕ ಮುಕ್ತ ವಿಶ್ವವಿದ್ಯಾನಿಲಯದ ಸ್ನಾತಕೋತ್ತರ ಮಾಹಿತಿ ಮತ್ತು ಕೌಶಲ್ಯ ತರಬೇತಿ ಕೇಂದ್ರದಿಂದ ಕೇಂದ್ರ ಲೋಕಸೇವಾ ಆಯೋಗದಿಂದ ನಡೆಸಲಾಗುವ ಐಎಎಸ್ ಹಾಗೂ ಕರ್ನಾಟಕ ಲೋಕ ಸೇವಾ ಆಯೋಗದಿಂದ ನಡೆಸಲಾಗುವ ಕೆಎಎಸ್ ಸ್ಪರ್ಧಾತ್ಮಕ ಪರೀಕ್ಷೆಗಳಿಗೆ 50 ದಿನಗಳ ತರಬೇತಿಯನ್ನು ಮೈಸೂರಿನ ಕೇಂದ್ರ ಕಚೇರಿಯಲ್ಲಿ ನಡೆಸಲು ನಿರ್ಧರಿಸಲಾಗಿದೆ. ಆಸಕ್ತರು ಏಪ್ರಿಲ್ 2 ರೊಳಗಾಗಿ ಬೆಳಗ್ಗೆ 10 ಗಂಟೆಯಿಂದ ಸಂಜೆ 4.30 ಗಂಟೆಯವರೆಗೆ ಮುಕ್ತ ವಿಶ್ವವಿದ್ಯಾನಿಲಯದ ಪ್ರಾದೇಶಿಕ ಕೇಂದ್ರದಲ್ಲಿ ಅರ್ಜಿ ಸಲ್ಲಿಸಬಹುದು. ಹೆಚ್ಚಿನ ಮಾಹಿತಿಗಾಗಿ ದೂರವಾಣಿ ಸಂಖ್ಯೆ 0821-2515944 ದೂರವಾಣಿ ಸಂಖ್ಯೆಯನ್ನು ಸಂಪರ್ಕಿಸಬಹುದಾಗಿದೆ ಎಂದು ಕೇಂದ್ರದ ಸಂಯೋಜಕ ಪ್ರೊ. ಕೆ.ಬಿ. ಪ್ರವೀಣ ತಿಳಿಸಿದ್ದಾರೆ. (30, 154, 190, 266)
property-photo (634, 743, 769, 813)
budget-story (574, 1140, 922, 1402)
row-rule (30, 1137, 918, 1139)
school-photo-caption: ಶಿಡ್ಲಘಟ್ಟ ತಾಲೂಕಿನ ಮೇಲೂರು ಗ್ರಾಮದಲ್ಲಿ ಗಂಗಾದೇವಿ ಕಲ್ಯಾಣ ಮಂಟಪದ ನೂತನ ಕಟ್ಟಡ ನಿರ್ಮಾಣಕ್ಕೆ ಶಾಸಕ ಮತ್ತು ನಾಗರಿಕ ಸರಬರಾಜು ಮತ್ತು ಗ್ರಾಹಕರ ವ್ಯವಹಾರಗಳ ಸಚಿವ ಕೆ.ಎಚ್ ಮುನಿಯಪ್ಪ ಗುದ್ದಲಿಪೂಜೆ ನೆರವೇರಿಸಿದರು. (208, 222, 427, 251)
consumer-kicker: ವಸ್ತು ಖರೀದಿಯಲ್ಲಿ ಲೋಪ ಕಂಡುಬಂದರೆ ದೂರು ದಾಖಲಿಸಿ (208, 292, 528, 312)
bagepalli-photo (675, 70, 919, 230)
